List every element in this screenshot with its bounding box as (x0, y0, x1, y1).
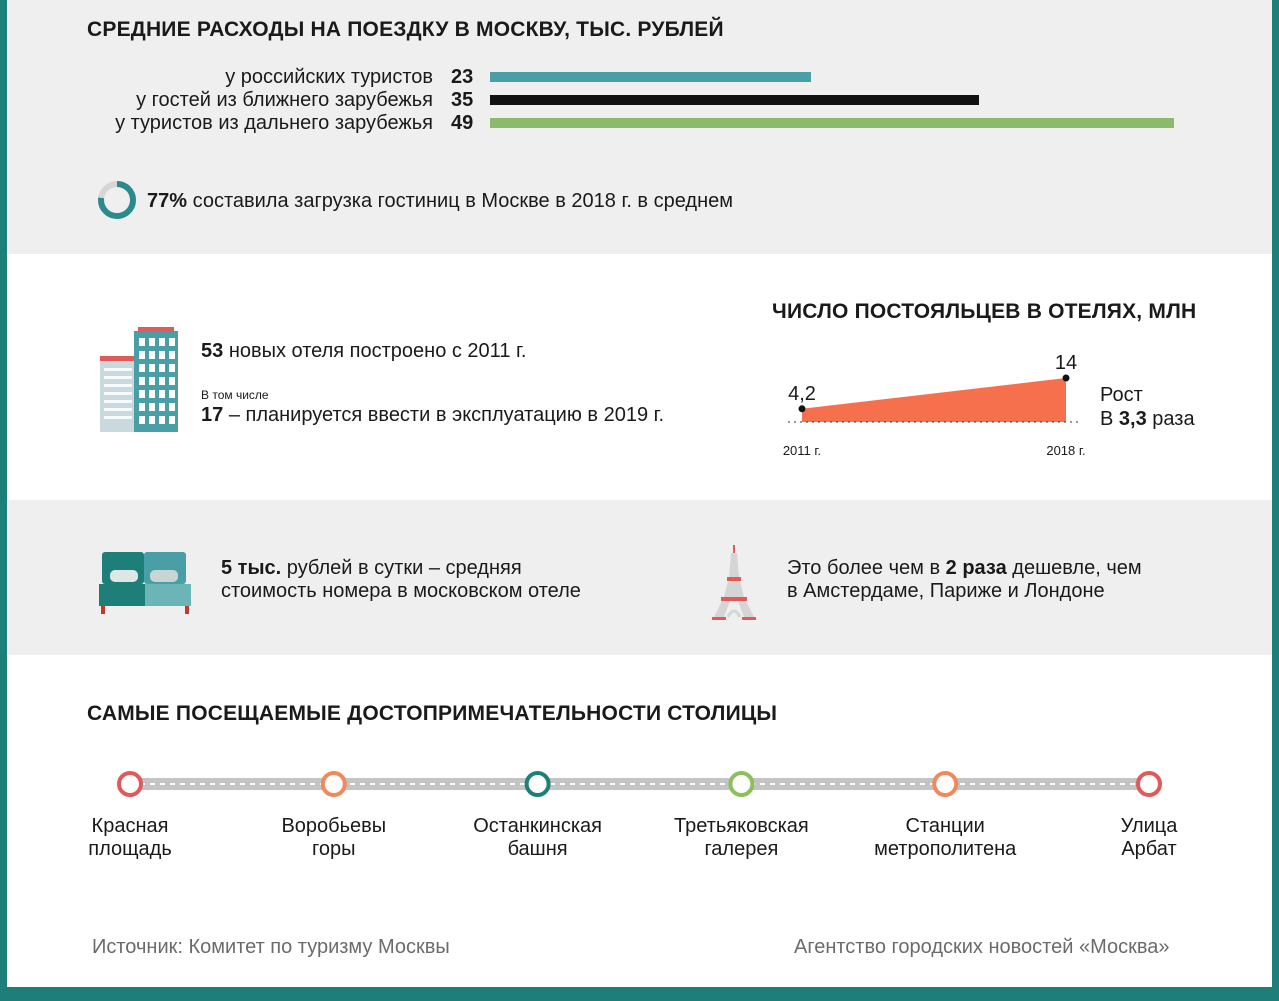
growth-suffix: раза (1152, 408, 1195, 430)
bar-value-label: 23 (451, 66, 474, 88)
growth-prefix: В (1100, 408, 1114, 430)
growth-line1: Рост (1100, 384, 1143, 406)
landmark-marker (730, 773, 752, 795)
compare-bold: 2 раза (945, 557, 1007, 579)
footer-source: Источник: Комитет по туризму Москвы (92, 936, 450, 958)
hotel-load-donut (96, 179, 138, 221)
price-line2: стоимость номера в московском отеле (221, 580, 581, 602)
frame-bottom (0, 987, 1279, 1001)
guests-chart-title: ЧИСЛО ПОСТОЯЛЬЦЕВ В ОТЕЛЯХ, МЛН (772, 300, 1197, 323)
hotels-planned-count: 17 (201, 404, 224, 426)
landmark-label (1069, 815, 1229, 861)
landmarks-title: САМЫЕ ПОСЕЩАЕМЫЕ ДОСТОПРИМЕЧАТЕЛЬНОСТИ СТОЛИЦЫ (87, 702, 778, 725)
landmark-label-line1: Улица (1120, 815, 1178, 837)
point-2011 (799, 405, 806, 412)
landmark-label (661, 815, 821, 861)
landmark-label (254, 815, 414, 861)
value-label-2011: 4,2 (788, 382, 816, 405)
point-2018 (1063, 375, 1070, 382)
compare-line2: в Амстердаме, Париже и Лондоне (787, 580, 1105, 602)
compare-suffix: дешевле, чем (1012, 557, 1142, 579)
bar-label: у российских туристов (225, 66, 433, 88)
landmark-label-line2: башня (507, 838, 568, 860)
landmarks-track (0, 764, 1279, 804)
bar-value-label: 49 (451, 112, 474, 134)
frame-left (0, 0, 7, 1001)
landmark-label-line2: Арбат (1121, 838, 1177, 860)
landmark-label-line2: галерея (704, 838, 779, 860)
landmark-marker (119, 773, 141, 795)
value-label-2018: 14 (1054, 352, 1078, 374)
price-line1 (221, 557, 522, 580)
expenses-title: СРЕДНИЕ РАСХОДЫ НА ПОЕЗДКУ В МОСКВУ, ТЫС. РУБЛЕЙ (87, 18, 724, 41)
landmark-marker (323, 773, 345, 795)
price-bold: 5 тыс. (221, 557, 282, 579)
frame-right (1272, 0, 1279, 1001)
hotel-load-text (147, 190, 733, 213)
hotels-planned-text (201, 404, 664, 427)
landmark-marker (527, 773, 549, 795)
growth-factor: 3,3 (1118, 408, 1147, 430)
hotels-built-desc: новых отеля построено с 2011 г. (228, 340, 527, 362)
x-tick-2018: 2018 г. (1046, 443, 1086, 458)
bar-value-label: 35 (451, 89, 474, 111)
hotels-sub-label: В том числе (201, 388, 269, 402)
landmark-label-line1: Воробьевы (281, 815, 387, 837)
landmark-marker (1138, 773, 1160, 795)
landmark-label (458, 815, 618, 861)
hotel-load-desc: составила загрузка гостиниц в Москве в 2018 г. в среднем (192, 190, 734, 212)
hotels-built-count: 53 (201, 340, 224, 362)
eiffel-tower-icon (710, 545, 758, 621)
hotels-built-text (201, 340, 526, 363)
bar (490, 95, 979, 105)
landmark-label (865, 815, 1025, 861)
landmark-label-line1: Третьяковская (674, 815, 809, 837)
compare-line1 (787, 557, 1142, 580)
bed-icon (98, 552, 194, 616)
landmark-label-line2: метрополитена (874, 838, 1017, 860)
bar-label: у туристов из дальнего зарубежья (115, 112, 433, 134)
landmark-label-line1: Красная (91, 815, 169, 837)
landmark-label-line1: Станции (905, 815, 985, 837)
growth-line2 (1100, 408, 1195, 431)
bar (490, 72, 811, 82)
bar-label: у гостей из ближнего зарубежья (136, 89, 433, 111)
landmark-marker (934, 773, 956, 795)
compare-prefix: Это более чем в (787, 557, 941, 579)
guests-area-chart (770, 350, 1130, 465)
landmark-label-line2: горы (312, 838, 356, 860)
x-tick-2011: 2011 г. (782, 443, 822, 458)
landmark-label (50, 815, 210, 861)
bar (490, 118, 1174, 128)
landmark-label-line1: Останкинская (473, 815, 602, 837)
guests-area (802, 378, 1066, 422)
hotels-planned-desc: – планируется ввести в эксплуатацию в 2019 г. (228, 404, 665, 426)
footer-agency: Агентство городских новостей «Москва» (794, 936, 1170, 958)
landmark-label-line2: площадь (88, 838, 172, 860)
price-desc1: рублей в сутки – средняя (286, 557, 522, 579)
hotel-load-percent: 77% (147, 190, 188, 212)
hotel-building-icon (98, 326, 180, 434)
